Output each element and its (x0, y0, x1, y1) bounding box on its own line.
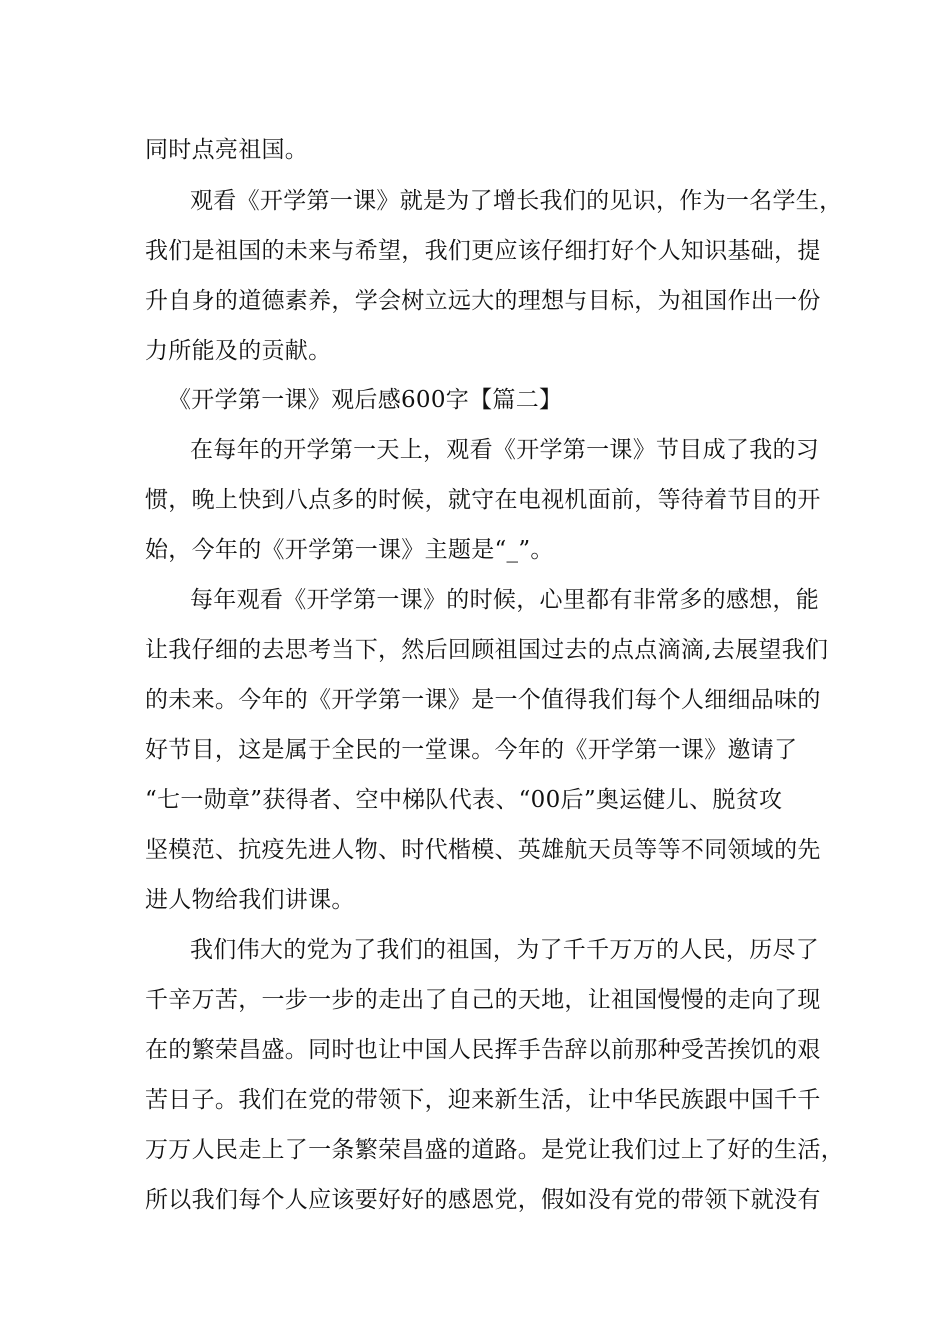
text-line: 惯，晚上快到八点多的时候，就守在电视机面前，等待着节目的开 (145, 487, 821, 513)
text-line: 升自身的道德素养，学会树立远大的理想与目标，为祖国作出一份 (145, 288, 821, 314)
text-line: 同时点亮祖国。 (145, 137, 309, 163)
text-line: 苦日子。我们在党的带领下，迎来新生活，让中华民族跟中国千千 (145, 1087, 821, 1113)
text-line: 万万人民走上了一条繁荣昌盛的道路。是党让我们过上了好的生活， (145, 1137, 844, 1163)
text-line: 进人物给我们讲课。 (145, 887, 355, 913)
text-line: 每年观看《开学第一课》的时候，心里都有非常多的感想，能 (190, 587, 820, 613)
text-line: 坚模范、抗疫先进人物、时代楷模、英雄航天员等等不同领域的先 (145, 837, 821, 863)
text-line: 的未来。今年的《开学第一课》是一个值得我们每个人细细品味的 (145, 687, 821, 713)
section-heading: 《开学第一课》观后感600字【篇二】 (168, 387, 563, 413)
text-line: 千辛万苦，一步一步的走出了自己的天地，让祖国慢慢的走向了现 (145, 987, 821, 1013)
text-line: 始，今年的《开学第一课》主题是“_”。 (145, 537, 554, 563)
text-line: 所以我们每个人应该要好好的感恩党，假如没有党的带领下就没有 (145, 1187, 821, 1213)
text-line: 我们是祖国的未来与希望，我们更应该仔细打好个人知识基础，提 (145, 238, 821, 264)
text-line: 好节目，这是属于全民的一堂课。今年的《开学第一课》邀请了 (145, 737, 798, 763)
text-line: 力所能及的贡献。 (145, 338, 332, 364)
text-line: 我们伟大的党为了我们的祖国，为了千千万万的人民，历尽了 (190, 937, 820, 963)
text-line: 在每年的开学第一天上，观看《开学第一课》节目成了我的习 (190, 437, 820, 463)
text-line: 让我仔细的去思考当下，然后回顾祖国过去的点点滴滴,去展望我们 (145, 637, 829, 663)
text-line: “七一勋章”获得者、空中梯队代表、“00后”奥运健儿、脱贫攻 (145, 787, 783, 813)
text-line: 在的繁荣昌盛。同时也让中国人民挥手告辞以前那种受苦挨饥的艰 (145, 1037, 821, 1063)
text-line: 观看《开学第一课》就是为了增长我们的见识，作为一名学生， (190, 188, 843, 214)
